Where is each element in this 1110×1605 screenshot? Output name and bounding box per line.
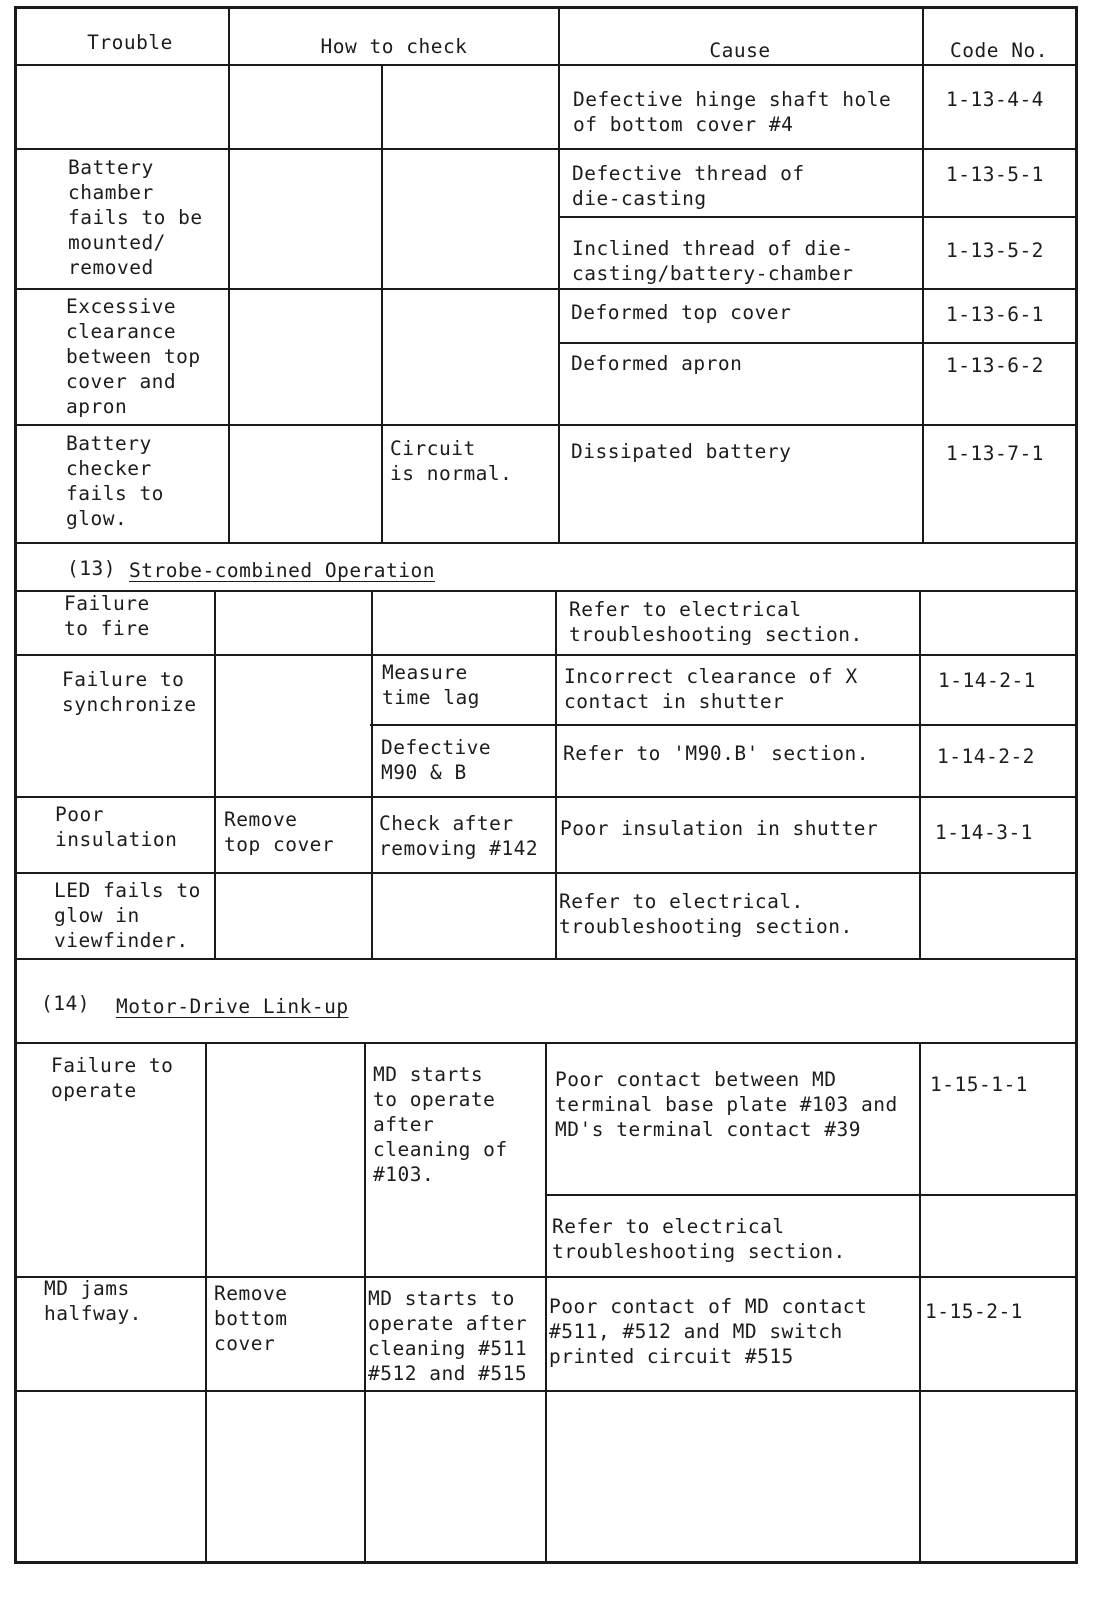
- header-trouble: Trouble: [87, 31, 173, 54]
- cause-cell: Refer to electrical troubleshooting section.: [569, 598, 863, 646]
- trouble-cell: Poor insulation: [55, 803, 178, 851]
- cause-cell: Refer to electrical. troubleshooting section.: [559, 890, 853, 938]
- check-cell: Remove bottom cover: [214, 1282, 288, 1355]
- trouble-cell: Failure to operate: [51, 1054, 174, 1102]
- code-cell: 1-13-6-1: [946, 303, 1044, 326]
- check-cell: Check after removing #142: [379, 812, 539, 860]
- cause-cell: Refer to electrical troubleshooting section.: [552, 1215, 846, 1263]
- col-rule: [364, 1042, 366, 1564]
- header-cause: Cause: [709, 39, 771, 62]
- code-cell: 1-13-7-1: [946, 442, 1044, 465]
- rule-header-bottom: [14, 64, 1078, 66]
- code-cell: 1-14-2-2: [937, 745, 1035, 768]
- code-cell: 1-13-5-1: [946, 163, 1044, 186]
- code-cell: 1-15-2-1: [925, 1300, 1023, 1323]
- rule: [14, 424, 1078, 426]
- rule: [14, 958, 1078, 960]
- section-14-title: Motor-Drive Link-up: [116, 995, 349, 1018]
- rule: [14, 288, 1078, 290]
- trouble-cell: Failure to fire: [64, 592, 150, 640]
- check-cell: MD starts to operate after cleaning of #103.: [373, 1063, 508, 1186]
- rule: [558, 216, 1078, 218]
- cause-cell: Deformed apron: [571, 352, 743, 375]
- cause-cell: Poor contact of MD contact #511, #512 and MD switch printed circuit #515: [549, 1295, 868, 1368]
- cause-cell: Refer to 'M90.B' section.: [563, 742, 869, 765]
- trouble-cell: LED fails to glow in viewfinder.: [54, 879, 201, 952]
- check-cell: Circuit is normal.: [390, 437, 513, 485]
- col-rule: [919, 1042, 921, 1564]
- section-14-number: (14): [41, 992, 90, 1015]
- cause-cell: Poor contact between MD terminal base plate #103 and MD's terminal contact #39: [555, 1068, 898, 1141]
- code-cell: 1-13-6-2: [946, 354, 1044, 377]
- check-cell: Remove top cover: [224, 808, 335, 856]
- trouble-cell: Failure to synchronize: [62, 668, 197, 716]
- col-rule: [214, 590, 216, 958]
- section-13-number: (13): [67, 557, 116, 580]
- cause-cell: Inclined thread of die- casting/battery-chamber: [572, 237, 854, 285]
- trouble-cell: Battery checker fails to glow.: [66, 432, 164, 530]
- cause-cell: Poor insulation in shutter: [560, 817, 879, 840]
- header-code-no: Code No.: [950, 39, 1048, 62]
- cause-cell: Dissipated battery: [571, 440, 792, 463]
- cause-cell: Defective hinge shaft hole of bottom cover #4: [573, 88, 892, 136]
- rule: [370, 724, 1078, 726]
- header-how-to-check: How to check: [320, 35, 468, 58]
- rule: [558, 342, 1078, 344]
- rule: [14, 148, 1078, 150]
- col-rule: [371, 590, 373, 958]
- col-rule: [555, 590, 557, 958]
- section-13-title: Strobe-combined Operation: [129, 559, 435, 582]
- col-rule: [205, 1042, 207, 1564]
- col-rule: [545, 1042, 547, 1564]
- col-rule: [228, 8, 230, 542]
- col-rule: [922, 8, 924, 542]
- check-cell: MD starts to operate after cleaning #511 #512 and #515: [368, 1287, 528, 1385]
- cause-cell: Defective thread of die-casting: [572, 162, 805, 210]
- rule: [545, 1194, 1078, 1196]
- trouble-cell: Battery chamber fails to be mounted/ removed: [68, 156, 203, 279]
- rule: [14, 542, 1078, 544]
- trouble-cell: Excessive clearance between top cover and apron: [66, 295, 201, 418]
- col-rule: [919, 590, 921, 958]
- code-cell: 1-13-5-2: [946, 239, 1044, 262]
- code-cell: 1-14-2-1: [938, 669, 1036, 692]
- col-rule: [558, 8, 560, 542]
- trouble-cell: MD jams halfway.: [44, 1277, 142, 1325]
- check-cell: Defective M90 & B: [381, 736, 492, 784]
- cause-cell: Deformed top cover: [571, 301, 792, 324]
- code-cell: 1-14-3-1: [935, 821, 1033, 844]
- cause-cell: Incorrect clearance of X contact in shutter: [564, 665, 858, 713]
- code-cell: 1-15-1-1: [930, 1073, 1028, 1096]
- check-cell: Measure time lag: [382, 661, 480, 709]
- col-rule: [381, 64, 383, 542]
- code-cell: 1-13-4-4: [946, 88, 1044, 111]
